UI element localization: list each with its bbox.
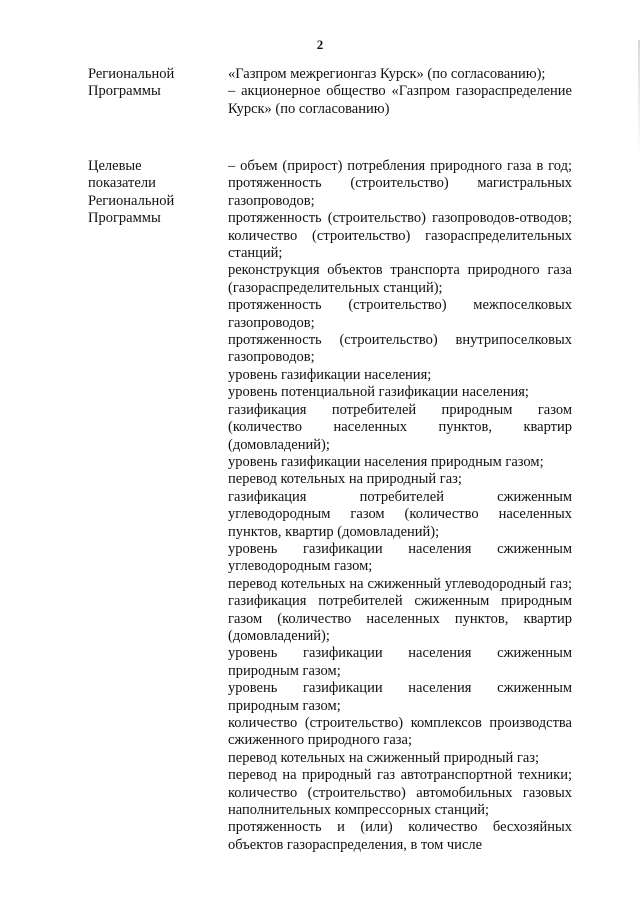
content-paragraph: количество (строительство) комплексов производства сжиженного природного газа;	[228, 715, 572, 749]
content-paragraph: перевод котельных на природный газ;	[228, 471, 462, 488]
content-paragraph: «Газпром межрегионгаз Курск» (по согласованию);	[228, 66, 546, 82]
content-paragraph: протяженность и (или) количество бесхозяйных объектов газораспределения, в том числе	[228, 819, 572, 853]
content-paragraph: уровень потенциальной газификации населения;	[228, 384, 529, 401]
content-paragraph: уровень газификации населения природным газом;	[228, 453, 544, 470]
content-paragraph: протяженность (строительство) газопроводов-отводов; количество (строительство) газораспределительных станций;	[228, 210, 572, 262]
row-content	[228, 158, 572, 854]
content-paragraph: уровень газификации населения сжиженным природным газом;	[228, 645, 572, 679]
content-paragraph: протяженность (строительство) внутрипоселковых газопроводов;	[228, 332, 572, 366]
content-paragraph: газификация потребителей сжиженным углеводородным газом (количество населенных пунктов, квартир (домовладений);	[228, 488, 572, 540]
content-paragraph: перевод котельных на сжиженный природный газ;	[228, 749, 540, 766]
content-paragraph: – акционерное общество «Газпром газораспределение Курск» (по согласованию)	[228, 83, 572, 117]
row-label: Целевые показатели Региональной Программы	[88, 158, 175, 227]
content-paragraph: уровень газификации населения;	[228, 366, 432, 383]
content-paragraph: перевод на природный газ автотранспортной техники; количество (строительство) автомобильных газовых наполнительных компрессорных станций;	[228, 767, 572, 819]
content-paragraph: газификация потребителей природным газом (количество населенных пунктов, квартир (домовладений);	[228, 401, 572, 453]
content-paragraph: уровень газификации населения сжиженным природным газом;	[228, 680, 572, 714]
page-number: 2	[316, 37, 324, 52]
row-label: Региональной Программы	[88, 66, 175, 100]
content-paragraph: протяженность (строительство) межпоселковых газопроводов;	[228, 297, 572, 331]
content-paragraph: уровень газификации населения сжиженным углеводородным газом;	[228, 540, 572, 575]
content-paragraph: – объем (прирост) потребления природного газа в год; протяженность (строительство) магистральных газопроводов;	[228, 158, 572, 209]
content-paragraph: реконструкция объектов транспорта природного газа (газораспределительных станций);	[228, 262, 572, 296]
row-content	[228, 66, 572, 118]
content-paragraph: перевод котельных на сжиженный углеводородный газ; газификация потребителей сжиженным природным газом (количество населенных пунктов, квартир (домовладений);	[228, 575, 572, 644]
